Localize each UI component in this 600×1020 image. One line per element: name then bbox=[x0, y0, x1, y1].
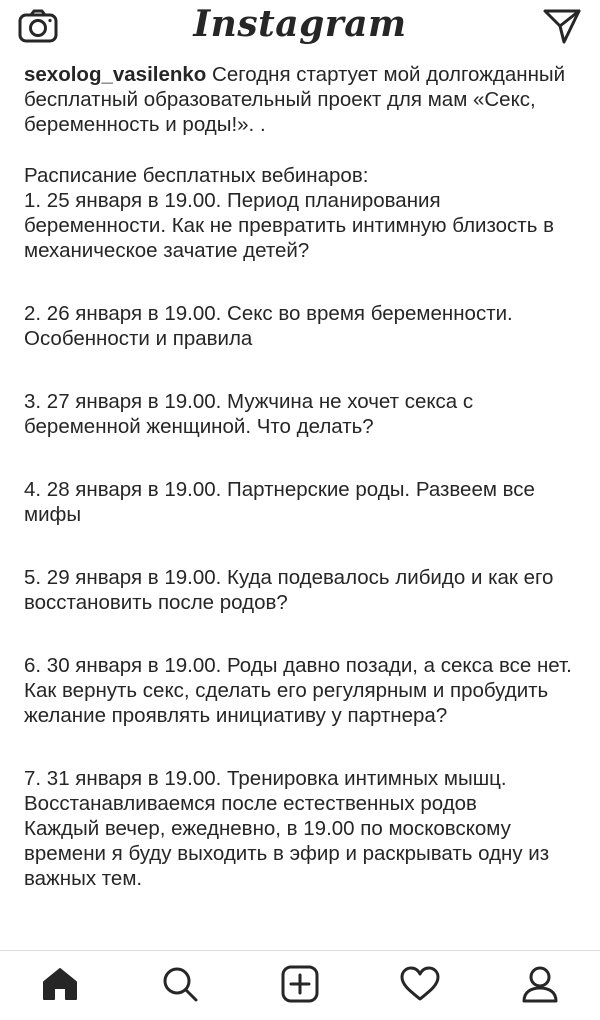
tab-profile[interactable] bbox=[510, 954, 570, 1014]
post-caption bbox=[24, 62, 580, 891]
caption-intro bbox=[24, 62, 580, 137]
tab-new-post[interactable] bbox=[270, 954, 330, 1014]
tab-home[interactable] bbox=[30, 954, 90, 1014]
instagram-logo: Instagram bbox=[193, 3, 407, 45]
schedule-item: 7. 31 января в 19.00. Тренировка интимных мышц. Восстанавливаемся после естественных родов bbox=[24, 767, 507, 815]
schedule-item: 1. 25 января в 19.00. Период планирования беременности. Как не превратить интимную близость в механическое зачатие детей? bbox=[24, 189, 554, 262]
tab-search[interactable] bbox=[150, 954, 210, 1014]
caption-intro-text: Сегодня стартует мой долгожданный бесплатный образовательный проект для мам «Секс, беременность и роды!». . bbox=[24, 63, 566, 136]
schedule-item: 3. 27 января в 19.00. Мужчина не хочет секса с беременной женщиной. Что делать? bbox=[24, 390, 474, 438]
schedule-item: 5. 29 января в 19.00. Куда подевалось либидо и как его восстановить после родов? bbox=[24, 566, 554, 614]
schedule-item: 6. 30 января в 19.00. Роды давно позади, а секса все нет. Как вернуть секс, сделать его регулярным и пробудить желание проявлять инициативу у партнера? bbox=[24, 654, 572, 727]
home-icon bbox=[41, 966, 79, 1002]
post-caption-area bbox=[24, 62, 580, 946]
post-username[interactable]: sexolog_vasilenko bbox=[24, 63, 207, 86]
caption-footer: Каждый вечер, ежедневно, в 19.00 по московскому времени я буду выходить в эфир и раскрывать одну из важных тем. bbox=[24, 817, 550, 890]
direct-messages-button[interactable] bbox=[540, 6, 584, 46]
activity-heart-icon bbox=[400, 966, 440, 1002]
tab-activity[interactable] bbox=[390, 954, 450, 1014]
direct-send-icon bbox=[542, 7, 582, 45]
schedule-item: 2. 26 января в 19.00. Секс во время беременности. Особенности и правила bbox=[24, 302, 513, 350]
bottom-tab-bar bbox=[0, 950, 600, 1020]
search-icon bbox=[161, 965, 199, 1003]
schedule-item: 4. 28 января в 19.00. Партнерские роды. Развеем все мифы bbox=[24, 478, 535, 526]
new-post-icon bbox=[281, 965, 319, 1003]
profile-icon bbox=[521, 965, 559, 1003]
schedule-title: Расписание бесплатных вебинаров: bbox=[24, 164, 369, 187]
top-header bbox=[0, 0, 600, 56]
